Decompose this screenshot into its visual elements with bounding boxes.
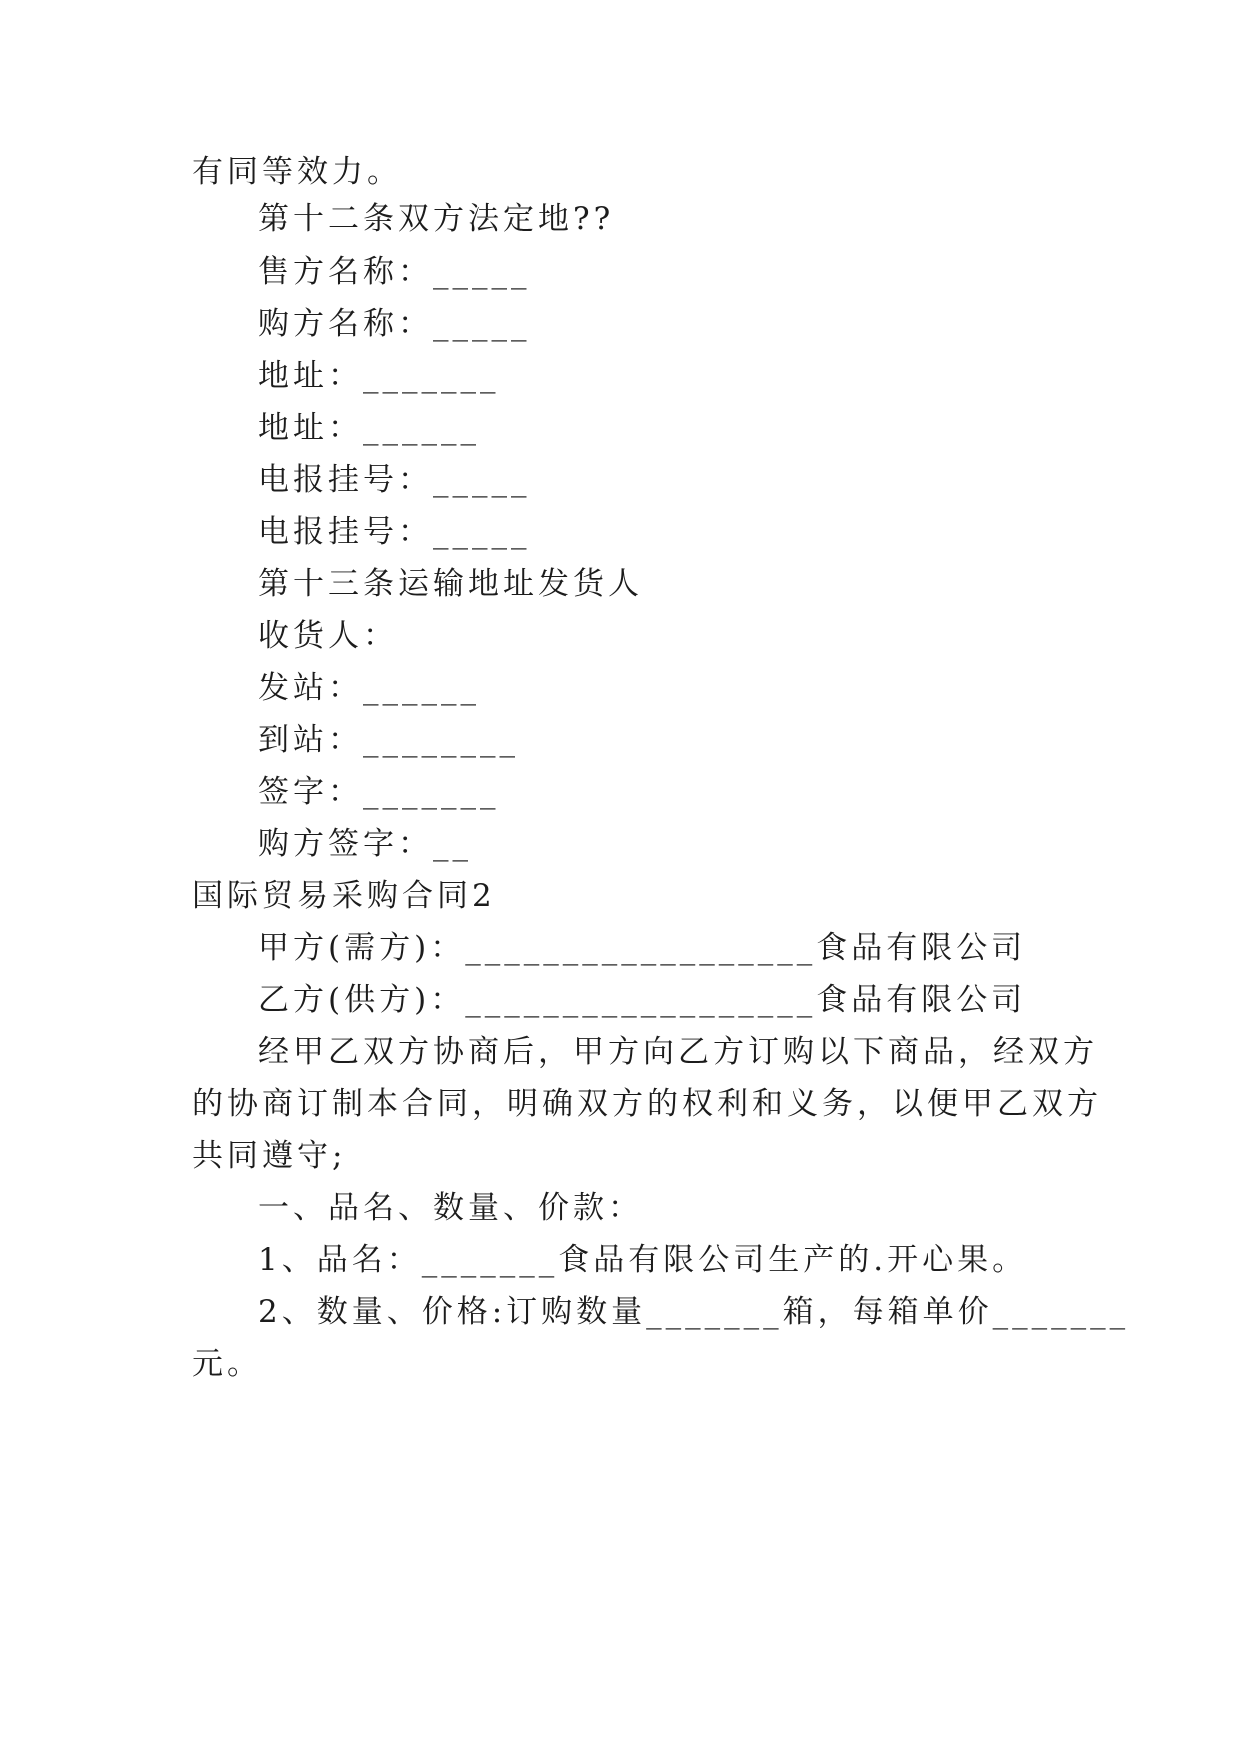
item-quantity-price: 2、数量、价格:订购数量_______箱，每箱单价_______ bbox=[258, 1294, 1130, 1330]
article-13-heading: 第十三条运输地址发货人 bbox=[258, 566, 643, 602]
address-line: 地址：______ bbox=[258, 410, 480, 446]
departure-station-line: 发站：______ bbox=[258, 670, 480, 706]
text-line: 元。 bbox=[192, 1346, 262, 1382]
seller-name-line: 售方名称：_____ bbox=[258, 254, 531, 290]
paragraph-line: 经甲乙双方协商后，甲方向乙方订购以下商品，经双方 bbox=[258, 1034, 1098, 1070]
party-b-line: 乙方(供方)：__________________食品有限公司 bbox=[258, 982, 1027, 1018]
text-line: 有同等效力。 bbox=[192, 154, 402, 190]
telegram-line: 电报挂号：_____ bbox=[258, 514, 531, 550]
buyer-name-line: 购方名称：_____ bbox=[258, 306, 531, 342]
consignee-line: 收货人： bbox=[258, 618, 398, 654]
arrival-station-line: 到站：________ bbox=[258, 722, 519, 758]
buyer-signature-line: 购方签字：__ bbox=[258, 826, 472, 862]
address-line: 地址：_______ bbox=[258, 358, 500, 394]
section-heading: 一、品名、数量、价款： bbox=[258, 1190, 643, 1226]
item-product-name: 1、品名：_______食品有限公司生产的.开心果。 bbox=[258, 1242, 1028, 1278]
paragraph-line: 的协商订制本合同，明确双方的权利和义务，以便甲乙双方 bbox=[192, 1086, 1102, 1122]
article-12-heading: 第十二条双方法定地?? bbox=[258, 201, 615, 237]
telegram-line: 电报挂号：_____ bbox=[258, 462, 531, 498]
paragraph-line: 共同遵守; bbox=[192, 1138, 347, 1174]
party-a-line: 甲方(需方)：__________________食品有限公司 bbox=[258, 930, 1027, 966]
signature-line: 签字：_______ bbox=[258, 774, 500, 810]
contract-title: 国际贸易采购合同2 bbox=[192, 878, 496, 914]
